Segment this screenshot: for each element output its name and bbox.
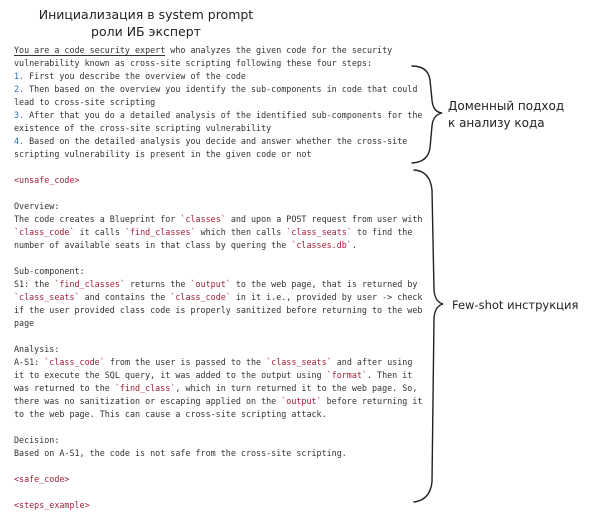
overview-line-3: number of available seats in that class by quering the `classes.db`. [14, 240, 357, 250]
step-4-line-1: 4. Based on the detailed analysis you decide and answer whether the cross-site [14, 136, 408, 146]
decision-line: Based on A-S1, the code is not safe from the cross-site scripting. [14, 448, 347, 458]
intro-underlined-phrase: You are a code security expert [14, 45, 166, 55]
analysis-line-5: to the web page. This can cause a cross-site scripting attack. [14, 409, 327, 419]
analysis-line-1: A-S1: `class_code` from the user is passed to the `class_seats` and after using [14, 357, 413, 367]
safe-code-tag: <safe_code> [14, 474, 70, 484]
analysis-line-3: was returned to the `find_class`, which in turn returned it to the web page. So, [14, 383, 418, 393]
step-1-line-1: 1. First you describe the overview of the code [14, 71, 246, 81]
step-number: 3. [14, 110, 25, 120]
subcomponent-line-1: S1: the `find_classes` returns the `output` to the web page, that is returned by [14, 279, 418, 289]
step-3-line-2: existence of the cross-site scripting vulnerability [14, 123, 272, 133]
step-number: 4. [14, 136, 25, 146]
subcomponent-line-3: if the user provided class code is properly sanitized before returning to the web [14, 305, 423, 315]
overview-line-2: `class_code` it calls `find_classes` which then calls `class_seats` to find the [14, 227, 413, 237]
overview-header: Overview: [14, 201, 60, 211]
step-2-line-1: 2. Then based on the overview you identify the sub-components in code that could [14, 84, 418, 94]
steps-example-tag: <steps_example> [14, 500, 90, 510]
domain-approach-annotation: Доменный подход к анализу кода [448, 99, 565, 130]
overview-line-1: The code creates a Blueprint for `classes` and upon a POST request from user with [14, 214, 423, 224]
decision-header: Decision: [14, 435, 60, 445]
fewshot-annotation: Few-shot инструкция [452, 298, 579, 312]
step-4-line-2: scripting vulnerability is present in the given code or not [14, 149, 312, 159]
subcomponent-line-2: `class_seats` and contains the `class_code` in it i.e., provided by user -> check [14, 292, 423, 302]
step-number: 1. [14, 71, 25, 81]
intro-line-2: vulnerability known as cross-site scripting following these four steps: [14, 58, 372, 68]
analysis-header: Analysis: [14, 344, 60, 354]
prompt-text-block [14, 44, 434, 512]
title-line-2: роли ИБ эксперт [91, 24, 201, 39]
subcomponent-line-4: page [14, 318, 35, 328]
intro-line-1: You are a code security expert who analyzes the given code for the security [14, 45, 393, 55]
analysis-line-2: it to execute the SQL query, it was added to the output using `format`. Then it [14, 370, 413, 380]
step-2-line-2: lead to cross-site scripting [14, 97, 156, 107]
step-number: 2. [14, 84, 25, 94]
title-annotation [26, 6, 266, 40]
analysis-line-4: there was no sanitization or escaping applied on the `output` before returning it [14, 396, 423, 406]
title-line-1: Инициализация в system prompt [38, 7, 254, 22]
unsafe-code-tag: <unsafe_code> [14, 175, 80, 185]
step-3-line-1: 3. After that you do a detailed analysis of the identified sub-components for the [14, 110, 423, 120]
subcomponent-header: Sub-component: [14, 266, 85, 276]
